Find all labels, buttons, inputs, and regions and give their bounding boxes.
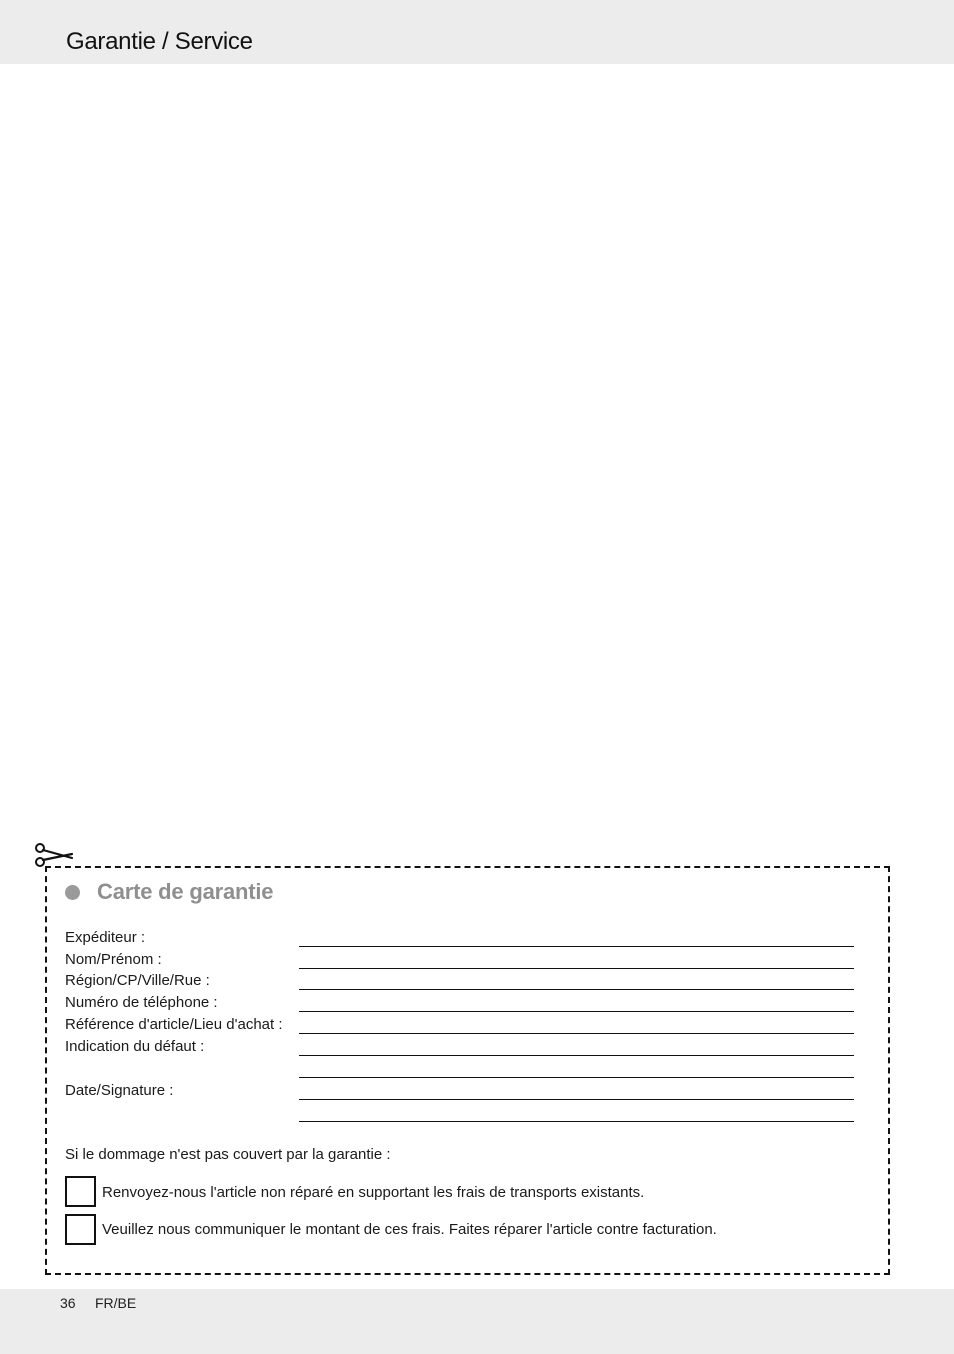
field-line-name[interactable] — [299, 968, 854, 969]
field-label-date-signature: Date/Signature : — [65, 1082, 174, 1099]
field-line-article-reference[interactable] — [299, 1033, 854, 1034]
locale-label: FR/BE — [95, 1295, 137, 1311]
field-label-phone: Numéro de téléphone : — [65, 994, 218, 1011]
field-label-name: Nom/Prénom : — [65, 951, 162, 968]
section-bullet-icon — [65, 885, 80, 900]
field-line-extra[interactable] — [299, 1121, 854, 1122]
field-line-address[interactable] — [299, 989, 854, 990]
page-number: 36 — [60, 1295, 76, 1311]
scissors-icon — [32, 842, 74, 868]
field-line-sender[interactable] — [299, 946, 854, 947]
field-line-date-signature[interactable] — [299, 1099, 854, 1100]
page-title: Garantie / Service — [66, 28, 253, 55]
footer-band — [0, 1289, 954, 1354]
field-line-phone[interactable] — [299, 1011, 854, 1012]
field-label-article-reference: Référence d'article/Lieu d'achat : — [65, 1016, 283, 1033]
option-return-unrepaired-text: Renvoyez-nous l'article non réparé en supportant les frais de transports existants. — [102, 1184, 645, 1201]
warranty-card-frame — [45, 866, 890, 1275]
option-repair-with-invoice-text: Veuillez nous communiquer le montant de ces frais. Faites réparer l'article contre facturation. — [102, 1221, 717, 1238]
option-repair-with-invoice-checkbox[interactable] — [65, 1214, 96, 1245]
field-line-defect[interactable] — [299, 1055, 854, 1056]
field-label-sender: Expéditeur : — [65, 929, 146, 946]
option-return-unrepaired-checkbox[interactable] — [65, 1176, 96, 1207]
field-line-defect-continued[interactable] — [299, 1077, 854, 1078]
field-label-defect: Indication du défaut : — [65, 1038, 205, 1055]
card-title: Carte de garantie — [97, 879, 274, 904]
not-covered-note: Si le dommage n'est pas couvert par la garantie : — [65, 1146, 391, 1163]
field-label-address: Région/CP/Ville/Rue : — [65, 972, 210, 989]
